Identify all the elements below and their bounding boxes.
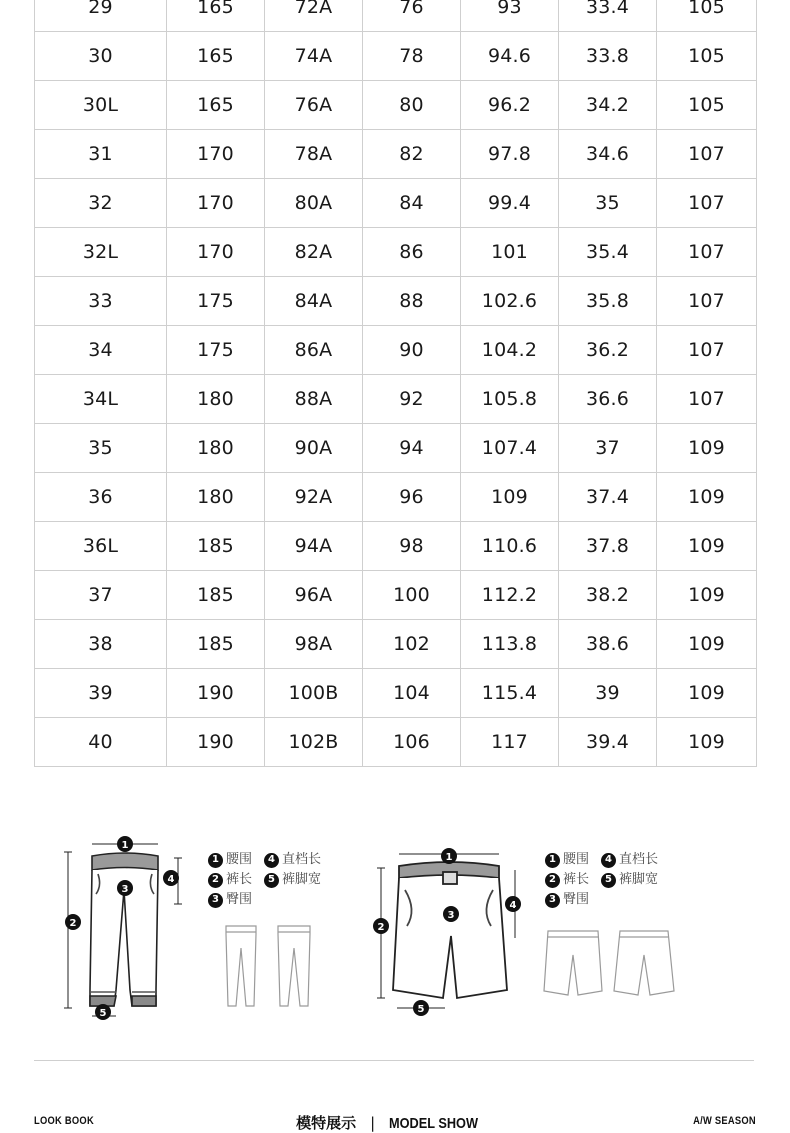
table-cell: 109 xyxy=(657,522,757,571)
table-cell: 104.2 xyxy=(461,326,559,375)
trousers-legend: 1 腰围 4 直档长 2 裤长 5 裤脚宽 3 臀围 xyxy=(208,850,321,910)
table-cell: 109 xyxy=(461,473,559,522)
table-cell: 98 xyxy=(363,522,461,571)
table-cell: 102B xyxy=(265,718,363,767)
table-cell: 32L xyxy=(35,228,167,277)
table-cell: 101 xyxy=(461,228,559,277)
table-cell: 170 xyxy=(167,179,265,228)
footer-center-cn: 模特展示 xyxy=(296,1114,357,1132)
diagram-number-3: 3 xyxy=(121,884,129,895)
table-cell: 175 xyxy=(167,326,265,375)
table-cell: 93 xyxy=(461,0,559,32)
table-cell: 88A xyxy=(265,375,363,424)
table-cell: 104 xyxy=(363,669,461,718)
table-cell: 102 xyxy=(363,620,461,669)
table-cell: 107.4 xyxy=(461,424,559,473)
table-cell: 86 xyxy=(363,228,461,277)
table-cell: 109 xyxy=(657,620,757,669)
table-cell: 185 xyxy=(167,571,265,620)
table-cell: 39 xyxy=(559,669,657,718)
diagram-number-2: 2 xyxy=(69,918,77,929)
table-cell: 38.2 xyxy=(559,571,657,620)
size-table xyxy=(34,0,757,767)
table-cell: 180 xyxy=(167,424,265,473)
footer-season: A/W SEASON xyxy=(693,1115,756,1127)
table-cell: 180 xyxy=(167,375,265,424)
table-cell: 107 xyxy=(657,277,757,326)
diagram-number-4: 4 xyxy=(167,874,175,885)
table-cell: 36.6 xyxy=(559,375,657,424)
table-row xyxy=(35,473,757,522)
table-cell: 109 xyxy=(657,718,757,767)
table-cell: 165 xyxy=(167,0,265,32)
table-cell: 80 xyxy=(363,81,461,130)
table-cell: 96.2 xyxy=(461,81,559,130)
table-cell: 76A xyxy=(265,81,363,130)
table-cell: 107 xyxy=(657,130,757,179)
table-cell: 98A xyxy=(265,620,363,669)
table-cell: 72A xyxy=(265,0,363,32)
table-cell: 88 xyxy=(363,277,461,326)
table-cell: 35.8 xyxy=(559,277,657,326)
table-cell: 86A xyxy=(265,326,363,375)
table-cell: 105 xyxy=(657,0,757,32)
table-cell: 36 xyxy=(35,473,167,522)
table-cell: 100B xyxy=(265,669,363,718)
table-cell: 29 xyxy=(35,0,167,32)
table-cell: 78 xyxy=(363,32,461,81)
table-cell: 36L xyxy=(35,522,167,571)
table-cell: 34 xyxy=(35,326,167,375)
table-cell: 37 xyxy=(559,424,657,473)
table-cell: 37.8 xyxy=(559,522,657,571)
table-cell: 84A xyxy=(265,277,363,326)
table-row xyxy=(35,424,757,473)
table-cell: 90 xyxy=(363,326,461,375)
table-cell: 109 xyxy=(657,424,757,473)
table-cell: 34.6 xyxy=(559,130,657,179)
table-row xyxy=(35,228,757,277)
table-cell: 102.6 xyxy=(461,277,559,326)
table-cell: 35 xyxy=(35,424,167,473)
table-cell: 107 xyxy=(657,228,757,277)
table-cell: 105.8 xyxy=(461,375,559,424)
table-cell: 94.6 xyxy=(461,32,559,81)
table-cell: 185 xyxy=(167,620,265,669)
shorts-number-3: 3 xyxy=(447,910,455,921)
table-cell: 74A xyxy=(265,32,363,81)
table-cell: 117 xyxy=(461,718,559,767)
table-row xyxy=(35,620,757,669)
table-row xyxy=(35,522,757,571)
table-cell: 33.4 xyxy=(559,0,657,32)
table-cell: 107 xyxy=(657,179,757,228)
table-cell: 90A xyxy=(265,424,363,473)
table-cell: 31 xyxy=(35,130,167,179)
table-cell: 40 xyxy=(35,718,167,767)
table-cell: 35 xyxy=(559,179,657,228)
table-cell: 92A xyxy=(265,473,363,522)
shorts-number-5: 5 xyxy=(417,1004,425,1015)
shorts-legend: 1 腰围 4 直档长 2 裤长 5 裤脚宽 3 臀围 xyxy=(545,850,658,910)
table-row xyxy=(35,179,757,228)
table-row xyxy=(35,718,757,767)
table-cell: 78A xyxy=(265,130,363,179)
table-cell: 37 xyxy=(35,571,167,620)
table-cell: 97.8 xyxy=(461,130,559,179)
footer-divider xyxy=(34,1060,754,1061)
table-cell: 38 xyxy=(35,620,167,669)
table-cell: 84 xyxy=(363,179,461,228)
table-cell: 92 xyxy=(363,375,461,424)
table-cell: 36.2 xyxy=(559,326,657,375)
table-cell: 30L xyxy=(35,81,167,130)
table-cell: 109 xyxy=(657,571,757,620)
table-row xyxy=(35,130,757,179)
diagram-number-1: 1 xyxy=(121,840,129,851)
table-cell: 34.2 xyxy=(559,81,657,130)
size-table-body xyxy=(35,0,757,767)
table-cell: 106 xyxy=(363,718,461,767)
table-cell: 170 xyxy=(167,130,265,179)
table-cell: 112.2 xyxy=(461,571,559,620)
table-cell: 110.6 xyxy=(461,522,559,571)
table-cell: 38.6 xyxy=(559,620,657,669)
footer-model-show xyxy=(0,1112,790,1133)
shorts-thumbnail-icon xyxy=(540,925,680,1000)
table-row xyxy=(35,326,757,375)
shorts-number-4: 4 xyxy=(509,900,517,911)
shorts-number-2: 2 xyxy=(377,922,385,933)
table-cell: 80A xyxy=(265,179,363,228)
table-cell: 39.4 xyxy=(559,718,657,767)
table-row xyxy=(35,32,757,81)
table-cell: 175 xyxy=(167,277,265,326)
table-cell: 170 xyxy=(167,228,265,277)
table-cell: 100 xyxy=(363,571,461,620)
table-cell: 107 xyxy=(657,375,757,424)
table-cell: 115.4 xyxy=(461,669,559,718)
table-cell: 107 xyxy=(657,326,757,375)
table-cell: 165 xyxy=(167,81,265,130)
table-row xyxy=(35,277,757,326)
table-cell: 190 xyxy=(167,669,265,718)
table-cell: 96A xyxy=(265,571,363,620)
table-cell: 165 xyxy=(167,32,265,81)
table-cell: 109 xyxy=(657,473,757,522)
table-row xyxy=(35,0,757,32)
table-row xyxy=(35,669,757,718)
table-cell: 113.8 xyxy=(461,620,559,669)
table-cell: 32 xyxy=(35,179,167,228)
table-cell: 96 xyxy=(363,473,461,522)
footer-lookbook: LOOK BOOK xyxy=(34,1115,94,1127)
shorts-diagram xyxy=(365,840,535,1025)
table-cell: 82 xyxy=(363,130,461,179)
footer-separator: | xyxy=(370,1114,376,1132)
table-cell: 39 xyxy=(35,669,167,718)
table-cell: 105 xyxy=(657,32,757,81)
table-cell: 30 xyxy=(35,32,167,81)
table-row xyxy=(35,571,757,620)
table-cell: 37.4 xyxy=(559,473,657,522)
table-row xyxy=(35,81,757,130)
table-cell: 109 xyxy=(657,669,757,718)
table-cell: 99.4 xyxy=(461,179,559,228)
shorts-number-1: 1 xyxy=(445,852,453,863)
table-cell: 185 xyxy=(167,522,265,571)
table-row xyxy=(35,375,757,424)
table-cell: 33 xyxy=(35,277,167,326)
table-cell: 33.8 xyxy=(559,32,657,81)
diagram-number-5: 5 xyxy=(99,1008,107,1019)
trousers-diagram xyxy=(40,830,200,1030)
table-cell: 82A xyxy=(265,228,363,277)
table-cell: 94 xyxy=(363,424,461,473)
table-cell: 190 xyxy=(167,718,265,767)
footer-center-en: MODEL SHOW xyxy=(389,1115,479,1132)
trousers-thumbnail-icon xyxy=(220,920,330,1010)
table-cell: 180 xyxy=(167,473,265,522)
table-cell: 94A xyxy=(265,522,363,571)
table-cell: 76 xyxy=(363,0,461,32)
table-cell: 34L xyxy=(35,375,167,424)
table-cell: 35.4 xyxy=(559,228,657,277)
table-cell: 105 xyxy=(657,81,757,130)
